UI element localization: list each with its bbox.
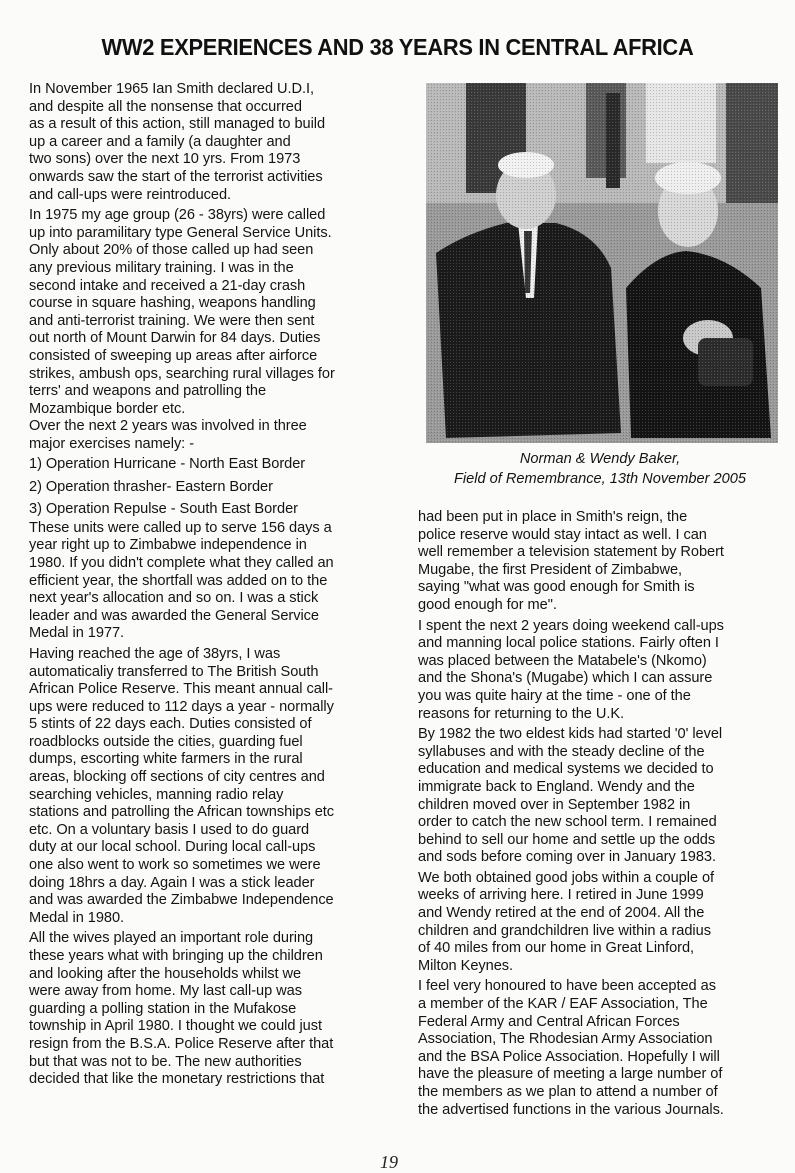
text-line: police reserve would stay intact as well. I can: [418, 526, 707, 543]
text-line: I feel very honoured to have been accepted as: [418, 978, 716, 995]
text-line: and was awarded the Zimbabwe Independence: [29, 892, 334, 909]
photo-norman-wendy-baker: [426, 83, 778, 443]
text-line: one also went to work so sometimes we were: [29, 857, 321, 874]
text-line: African Police Reserve. This meant annual call-: [29, 681, 333, 698]
text-line: leader and was awarded the General Service: [29, 607, 319, 624]
operation-item: 1) Operation Hurricane - North East Border: [29, 456, 306, 473]
paragraph: [29, 520, 409, 643]
text-line: behind to sell our home and settle up the odds: [418, 831, 716, 848]
operation-item: 2) Operation thrasher- Eastern Border: [29, 478, 273, 495]
text-line: and call-ups were reintroduced.: [29, 186, 232, 203]
text-line: syllabuses and with the steady decline of the: [418, 743, 705, 760]
text-line: reasons for returning to the U.K.: [418, 705, 625, 722]
text-line: and manning local police stations. Fairly often I: [418, 635, 719, 652]
article-title: WW2 EXPERIENCES AND 38 YEARS IN CENTRAL AFRICA: [101, 34, 694, 60]
text-line: the members as we plan to attend a number of: [418, 1084, 718, 1100]
text-line: and sods before coming over in January 1983.: [418, 849, 716, 866]
text-line: these years what with bringing up the children: [29, 948, 323, 964]
text-line: major exercises namely: -: [29, 435, 195, 452]
text-line: weeks of arriving here. I retired in June 1999: [418, 887, 704, 904]
text-line: Association, The Rhodesian Army Association: [418, 1031, 713, 1048]
text-line: Milton Keynes.: [418, 957, 514, 974]
text-line: Federal Army and Central African Forces: [418, 1013, 680, 1030]
text-line: 1980. If you didn't complete what they called an: [29, 554, 334, 571]
text-line: well remember a television statement by Robert: [418, 544, 724, 561]
text-line: were away from home. My last call-up was: [29, 983, 302, 1000]
text-line: up into paramilitary type General Service Units.: [29, 224, 332, 241]
text-line: education and medical systems we decided to: [418, 761, 714, 778]
text-line: next year's allocation and so on. I was a stick: [29, 590, 319, 607]
paragraph: [29, 646, 409, 928]
paragraph: [29, 930, 409, 1088]
text-line: you was quite hairy at the time - one of the: [418, 687, 691, 704]
text-line: doing 18hrs a day. Again I was a stick leader: [29, 874, 315, 891]
text-line: 5 stints of 22 days each. Duties consisted of: [29, 716, 312, 733]
text-line: roadblocks outside the cities, guarding fuel: [29, 733, 303, 750]
text-line: second intake and received a 21-day crash: [29, 277, 306, 294]
text-line: and the Shona's (Mugabe) which I can assure: [418, 670, 713, 687]
text-line: ups were reduced to 112 days a year - normally: [29, 698, 334, 715]
caption-line: Field of Remembrance, 13th November 2005: [453, 470, 747, 487]
text-line: but that was not to be. The new authorities: [29, 1053, 302, 1070]
paragraph: [418, 978, 793, 1119]
page-number: 19: [380, 1152, 398, 1172]
text-line: Mugabe, the first President of Zimbabwe,: [418, 561, 683, 578]
paragraph: [29, 207, 409, 453]
text-line: In 1975 my age group (26 - 38yrs) were called: [29, 207, 326, 224]
text-line: order to catch the new school term. I remained: [418, 814, 717, 831]
text-line: immigrate back to England. Wendy and the: [418, 778, 695, 795]
text-line: a member of the KAR / EAF Association, The: [418, 996, 708, 1013]
text-line: areas, blocking off sections of city centres and: [29, 769, 325, 786]
text-line: strikes, ambush ops, searching rural villages for: [29, 365, 335, 382]
paragraph: [418, 509, 793, 615]
text-line: decided that like the monetary restrictions that: [29, 1071, 325, 1088]
text-line: Only about 20% of those called up had seen: [29, 242, 314, 259]
text-line: as a result of this action, still managed to build: [29, 116, 326, 133]
text-line: up a career and a family (a daughter and: [29, 133, 291, 150]
operations-list: [29, 456, 409, 518]
text-line: Over the next 2 years was involved in three: [29, 418, 307, 435]
left-column: [29, 81, 409, 1092]
text-line: onwards saw the start of the terrorist activities: [29, 168, 323, 185]
text-line: and the BSA Police Association. Hopefully I will: [418, 1048, 720, 1065]
text-line: good enough for me".: [418, 596, 557, 613]
paragraph: [418, 726, 793, 867]
text-line: We both obtained good jobs within a couple of: [418, 869, 715, 886]
text-line: searching vehicles, manning radio relay: [29, 786, 284, 803]
text-line: two sons) over the next 10 yrs. From 1973: [29, 151, 301, 168]
paragraph: [418, 618, 793, 724]
text-line: By 1982 the two eldest kids had started '0' level: [418, 726, 723, 743]
text-line: and Wendy retired at the end of 2004. All the: [418, 905, 705, 922]
text-line: course in square hashing, weapons handling: [29, 295, 316, 312]
text-line: resign from the B.S.A. Police Reserve after that: [29, 1035, 334, 1052]
text-line: Medal in 1977.: [29, 625, 125, 642]
text-line: In November 1965 Ian Smith declared U.D.I,: [29, 81, 315, 97]
text-line: efficient year, the shortfall was added on to the: [29, 572, 328, 589]
text-line: I spent the next 2 years doing weekend call-ups: [418, 617, 724, 634]
caption-line: Norman & Wendy Baker,: [519, 451, 681, 467]
text-line: out north of Mount Darwin for 84 days. Duties: [29, 330, 321, 347]
text-line: year right up to Zimbabwe independence in: [29, 537, 307, 554]
text-line: and anti-terrorist training. We were then sent: [29, 312, 315, 329]
operation-item: 3) Operation Repulse - South East Border: [29, 500, 298, 517]
text-line: and looking after the households whilst we: [29, 965, 302, 982]
text-line: had been put in place in Smith's reign, the: [418, 509, 688, 525]
text-line: saying "what was good enough for Smith is: [418, 579, 695, 596]
text-line: and despite all the nonsense that occurred: [29, 98, 302, 115]
text-line: duty at our local school. During local call-ups: [29, 839, 316, 856]
text-line: was placed between the Matabele's (Nkomo): [418, 652, 707, 669]
text-line: consisted of sweeping up areas after airforce: [29, 347, 318, 364]
text-line: guarding a polling station in the Mufakose: [29, 1000, 297, 1017]
text-line: dumps, escorting white farmers in the rural: [29, 751, 303, 768]
text-line: stations and patrolling the African townships etc: [29, 804, 335, 821]
text-line: township in April 1980. I thought we could just: [29, 1018, 322, 1035]
right-column: [418, 509, 793, 1122]
paragraph: [418, 870, 793, 976]
text-line: All the wives played an important role during: [29, 930, 314, 947]
text-line: any previous military training. I was in the: [29, 259, 294, 276]
photo-caption: [405, 450, 795, 489]
text-line: Having reached the age of 38yrs, I was: [29, 645, 281, 662]
text-line: children moved over in September 1982 in: [418, 796, 691, 813]
text-line: terrs' and weapons and patrolling the: [29, 383, 267, 400]
photo-image: [426, 83, 778, 443]
paragraph: [29, 81, 409, 204]
text-line: have the pleasure of meeting a large number of: [418, 1066, 723, 1083]
text-line: etc. On a voluntary basis I used to do guard: [29, 821, 310, 838]
text-line: automaticaliy transferred to The British South: [29, 663, 319, 680]
text-line: children and grandchildren live within a radius: [418, 922, 711, 939]
text-line: of 40 miles from our home in Great Linford,: [418, 940, 695, 957]
text-line: Medal in 1980.: [29, 909, 125, 926]
text-line: the advertised functions in the various Journals.: [418, 1101, 724, 1118]
text-line: These units were called up to serve 156 days a: [29, 519, 332, 536]
text-line: Mozambique border etc.: [29, 400, 186, 417]
